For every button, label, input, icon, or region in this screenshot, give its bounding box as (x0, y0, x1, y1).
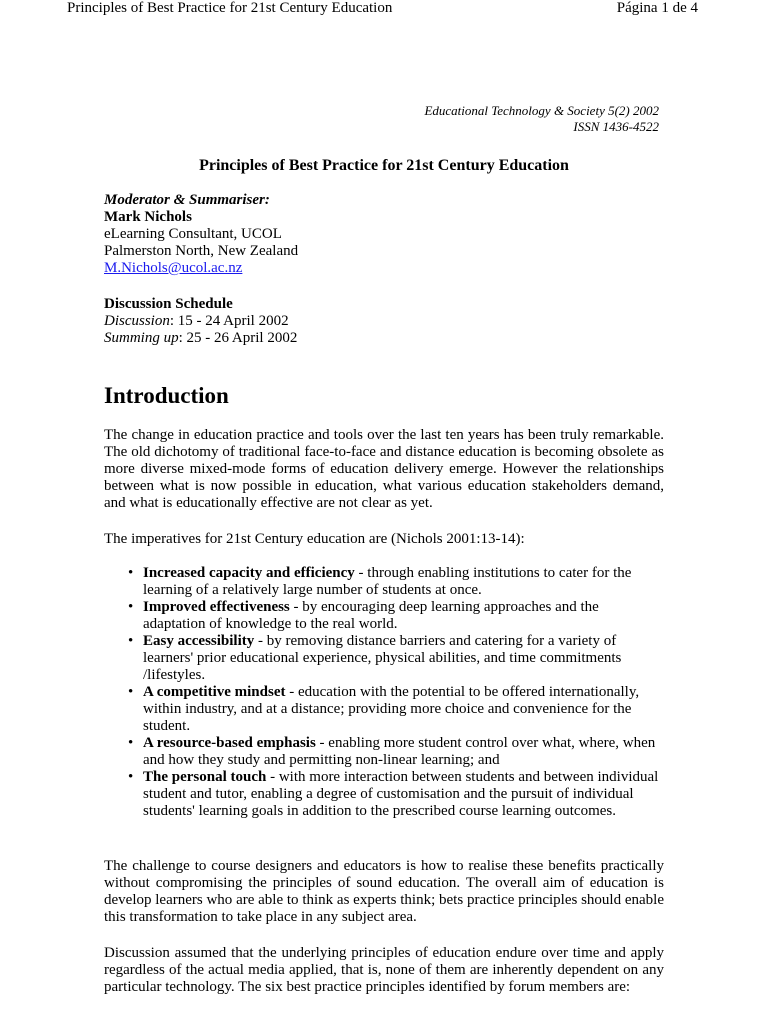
running-header-title: Principles of Best Practice for 21st Century Education (67, 0, 393, 16)
bullet-icon: • (128, 769, 134, 785)
list-item-text: - education with the potential to be offered internationally, within industry, and at a distance; providing more choice and convenience for the student. (143, 684, 640, 734)
issn-line: ISSN 1436-4522 (573, 119, 659, 134)
intro-paragraph-3: The challenge to course designers and educators is how to realise these benefits practically without compromising the principles of sound education. The overall aim of education is develop learners who are able to think as experts think; bets practice principles should enable this transformation to take place in any subject area. (104, 858, 664, 925)
list-item (104, 735, 664, 769)
schedule-discussion (104, 313, 297, 330)
moderator-role: Moderator & Summariser: (104, 192, 270, 208)
summing-up-dates: : 25 - 26 April 2002 (178, 330, 298, 346)
journal-citation (424, 103, 659, 135)
list-item-text: - with more interaction between students and between individual student and tutor, enabling a degree of customisation and the pursuit of individual students' learning goals in addition to the prescribed course learning outcomes. (143, 769, 659, 819)
bullet-icon: • (128, 684, 134, 700)
list-item-text: - through enabling institutions to cater for the learning of a relatively large number of students at once. (143, 565, 632, 598)
discussion-label: Discussion (104, 313, 170, 329)
list-item-term: A competitive mindset (143, 684, 286, 700)
moderator-position: eLearning Consultant, UCOL (104, 226, 282, 242)
bullet-icon: • (128, 565, 134, 581)
list-item-text: - enabling more student control over what, where, when and how they study and permitting non-linear learning; and (143, 735, 656, 768)
list-item-text: - by removing distance barriers and catering for a variety of learners' prior educational experience, physical abilities, and time commitments /lifestyles. (143, 633, 622, 683)
moderator-location: Palmerston North, New Zealand (104, 243, 299, 259)
list-item-term: The personal touch (143, 769, 267, 785)
bullet-icon: • (128, 599, 134, 615)
discussion-dates: : 15 - 24 April 2002 (169, 313, 289, 329)
intro-paragraph-1: The change in education practice and tools over the last ten years has been truly remarkable. The old dichotomy of traditional face-to-face and distance education is becoming obsolete as more diverse mixed-mode forms of education delivery emerge. However the relationships between what is now possible in education, what various education stakeholders demand, and what is educationally effective are not clear as yet. (104, 427, 664, 511)
list-item-term: Increased capacity and efficiency (143, 565, 355, 581)
list-item-term: A resource-based emphasis (143, 735, 316, 751)
intro-paragraph-2: The imperatives for 21st Century education are (Nichols 2001:13-14): (104, 531, 525, 547)
list-item (104, 565, 664, 599)
list-item (104, 684, 664, 735)
page-number-label: Página 1 de 4 (616, 0, 698, 16)
introduction-heading: Introduction (104, 383, 229, 408)
bullet-icon: • (128, 735, 134, 751)
summing-up-label: Summing up (104, 330, 179, 346)
journal-line: Educational Technology & Society 5(2) 2002 (424, 103, 659, 118)
list-item (104, 769, 664, 820)
imperatives-list (104, 565, 664, 820)
list-item (104, 599, 664, 633)
list-item (104, 633, 664, 684)
discussion-schedule (104, 296, 297, 347)
schedule-summing-up (104, 330, 297, 347)
intro-paragraph-4: Discussion assumed that the underlying principles of education endure over time and apply regardless of the actual media applied, that is, none of them are inherently dependent on any particular technology. The six best practice principles identified by forum members are: (104, 945, 664, 995)
list-item-text: - by encouraging deep learning approaches and the adaptation of knowledge to the real world. (143, 599, 599, 632)
document-title: Principles of Best Practice for 21st Century Education (199, 157, 569, 174)
moderator-block (104, 192, 298, 277)
bullet-icon: • (128, 633, 134, 649)
moderator-name: Mark Nichols (104, 209, 192, 225)
list-item-term: Improved effectiveness (143, 599, 290, 615)
schedule-heading: Discussion Schedule (104, 296, 233, 312)
list-item-term: Easy accessibility (143, 633, 255, 649)
moderator-email-link[interactable]: M.Nichols@ucol.ac.nz (104, 260, 243, 276)
